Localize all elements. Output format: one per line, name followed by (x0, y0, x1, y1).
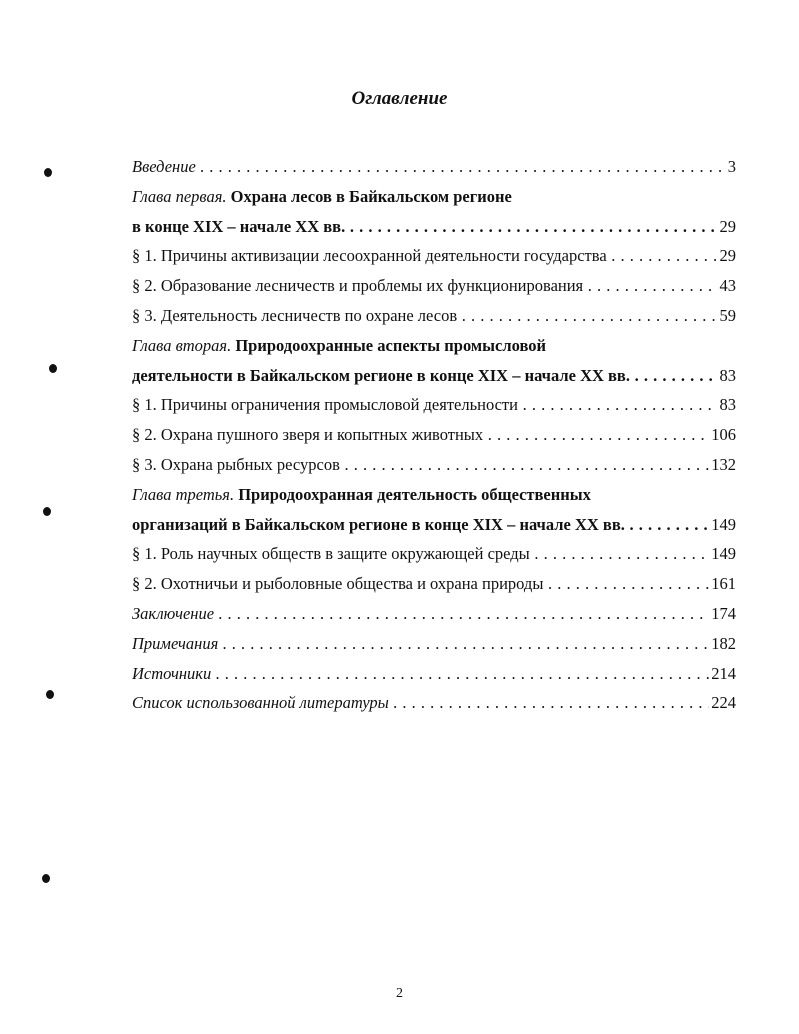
toc-entry-notes (132, 629, 736, 659)
toc-chapter-title-cont: деятельности в Байкальском регионе в конце XIX – начале XX вв. . . . (132, 361, 718, 391)
page-number: 2 (396, 986, 403, 1001)
toc-page-number: 214 (711, 663, 736, 683)
toc-section (132, 450, 736, 480)
toc-entry-label: § 1. Роль научных обществ в защите окружающей среды . . . (132, 539, 709, 569)
toc-section (132, 390, 736, 420)
toc-entry-label: § 1. Причины ограничения промысловой деятельности . . . (132, 390, 718, 420)
toc-chapter-label: Глава первая. (132, 186, 227, 206)
toc-section (132, 241, 736, 271)
toc-section (132, 301, 736, 331)
toc-entry-label: Примечания . . . (132, 629, 709, 659)
toc-page-number: 3 (727, 157, 736, 176)
toc-entry-label: Источники . . . (132, 659, 709, 689)
toc-chapter-1 (132, 212, 736, 242)
toc-chapter-2-heading (132, 331, 736, 361)
toc-entry-sources (132, 659, 736, 689)
toc-section (132, 539, 736, 569)
table-of-contents (132, 152, 736, 718)
toc-entry-label: § 3. Охрана рыбных ресурсов . . . (132, 450, 709, 480)
toc-page-number: 29 (719, 246, 736, 266)
toc-page-number: 149 (711, 544, 736, 564)
toc-entry-label: § 2. Охрана пушного зверя и копытных животных . . . (132, 420, 709, 450)
toc-chapter-1-heading (132, 182, 736, 212)
toc-page-number: 174 (711, 603, 736, 623)
page-title: Оглавление (351, 88, 448, 109)
toc-chapter-title: Охрана лесов в Байкальском регионе (230, 186, 512, 206)
toc-chapter-label: Глава третья. (132, 484, 235, 504)
toc-chapter-title-cont: в конце XIX – начале XX вв. . . . (132, 212, 718, 242)
toc-page-number: 106 (711, 425, 736, 445)
toc-chapter-3 (132, 510, 736, 540)
binder-hole-mark (43, 507, 51, 516)
binder-hole-mark (44, 168, 52, 177)
toc-page-number: 182 (711, 633, 736, 653)
toc-entry-label: § 1. Причины активизации лесоохранной деятельности государства . . . (132, 241, 718, 271)
toc-section (132, 569, 736, 599)
binder-hole-mark (42, 874, 50, 883)
toc-page-number: 43 (719, 276, 736, 296)
toc-page-number: 224 (711, 693, 736, 713)
toc-entry-label: Введение . . . (132, 152, 726, 182)
toc-page-number: 59 (719, 305, 736, 325)
toc-entry-introduction (132, 152, 736, 182)
toc-entry-bibliography (132, 688, 736, 718)
toc-entry-conclusion (132, 599, 736, 629)
toc-chapter-title-cont: организаций в Байкальском регионе в конце XIX – начале XX вв. . . . (132, 510, 709, 540)
toc-entry-label: Заключение . . . (132, 599, 709, 629)
toc-section (132, 271, 736, 301)
toc-chapter-title: Природоохранная деятельность общественных (238, 484, 591, 504)
toc-entry-label: Список использованной литературы . . . (132, 688, 709, 718)
toc-section (132, 420, 736, 450)
toc-page-number: 83 (719, 365, 736, 385)
toc-page-number: 149 (711, 514, 736, 534)
toc-page-number: 83 (719, 395, 736, 415)
toc-page-number: 29 (719, 216, 736, 236)
binder-hole-mark (49, 364, 57, 373)
binder-hole-mark (46, 690, 54, 699)
toc-chapter-2 (132, 361, 736, 391)
toc-entry-label: § 3. Деятельность лесничеств по охране лесов . . . (132, 301, 718, 331)
toc-page-number: 132 (711, 454, 736, 474)
toc-chapter-label: Глава вторая. (132, 335, 232, 355)
toc-entry-label: § 2. Охотничьи и рыболовные общества и охрана природы . . . (132, 569, 709, 599)
toc-chapter-3-heading (132, 480, 736, 510)
toc-page-number: 161 (711, 574, 736, 594)
toc-chapter-title: Природоохранные аспекты промысловой (235, 335, 546, 355)
toc-entry-label: § 2. Образование лесничеств и проблемы их функционирования . . . (132, 271, 718, 301)
